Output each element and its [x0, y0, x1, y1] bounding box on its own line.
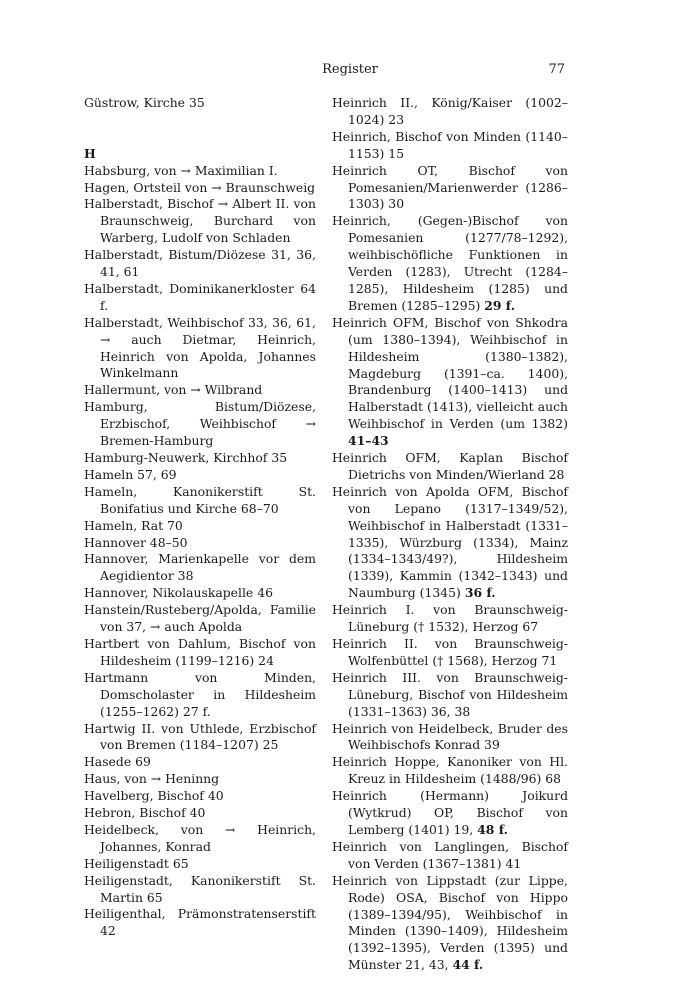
main-reference: 44 f.: [452, 957, 484, 973]
index-entry: Hallermunt, von → Wilbrand: [84, 382, 263, 398]
entry-text: Heinrich (Hermann) Joikurd (Wytkrud) OP, Bischof von Lemberg (1401) 19,: [332, 788, 568, 837]
index-entry: Halberstadt, Weihbischof 33, 36, 61, → auch Dietmar, Heinrich, Heinrich von Apolda, Johannes Winkelmann: [84, 314, 316, 381]
index-entry: [332, 873, 568, 974]
index-entry: Havelberg, Bischof 40: [84, 788, 224, 804]
index-entry: Heinrich I. von Braunschweig-Lüneburg († 1532), Herzog 67: [332, 602, 568, 635]
index-entry: Heinrich, Bischof von Minden (1140–1153) 15: [332, 128, 568, 161]
index-entry: Hannover 48–50: [84, 534, 188, 550]
index-entry: Hannover, Nikolauskapelle 46: [84, 585, 273, 601]
running-title: Register: [322, 62, 378, 77]
index-entry: Hameln, Kanonikerstift St. Bonifatius und Kirche 68–70: [84, 483, 316, 516]
index-entry: Heiligenthal, Prämonstratenserstift 42: [84, 906, 316, 939]
index-entry: Halberstadt, Bistum/Diözese 31, 36, 41, 61: [84, 247, 316, 280]
index-entry: Heinrich von Langlingen, Bischof von Verden (1367–1381) 41: [332, 838, 568, 871]
entry-text: Heinrich, (Gegen-)Bischof von Pomesanien (1277/78–1292), weihbischöfliche Funktionen in Verden (1283), Utrecht (1284–1285), Hildesheim (1285) und Bremen (1285–1295): [332, 213, 568, 313]
index-entry: Habsburg, von → Maximilian I.: [84, 162, 278, 178]
index-entry: Heiligenstadt, Kanonikerstift St. Martin 65: [84, 872, 316, 905]
index-entry: Hartmann von Minden, Domscholaster in Hildesheim (1255–1262) 27 f.: [84, 669, 316, 719]
index-entry: Halberstadt, Dominikanerkloster 64 f.: [84, 280, 316, 313]
index-entry: Hebron, Bischof 40: [84, 805, 206, 821]
index-entry: Hameln 57, 69: [84, 466, 177, 482]
index-column-left: [84, 95, 316, 940]
index-entry: Halberstadt, Bischof → Albert II. von Braunschweig, Burchard von Warberg, Ludolf von Schladen: [84, 196, 316, 246]
entry-text: Heinrich von Apolda OFM, Bischof von Lepano (1317–1349/52), Weihbischof in Halberstadt (1331–1335), Würzburg (1334), Mainz (1334–1343/49?), Hildesheim (1339), Kammin (1342–1343) und Naumburg (1345): [332, 483, 568, 601]
index-entry: Heinrich OFM, Kaplan Bischof Dietrichs von Minden/Wierland 28: [332, 450, 568, 482]
index-entry: Heinrich II., König/Kaiser (1002–1024) 23: [332, 95, 568, 127]
index-entry: Haus, von → Heninng: [84, 771, 220, 787]
index-entry: Hartbert von Dahlum, Bischof von Hildesheim (1199–1216) 24: [84, 635, 316, 668]
index-entry: Heinrich von Heidelbeck, Bruder des Weihbischofs Konrad 39: [332, 720, 568, 753]
index-entry: [332, 484, 568, 602]
index-entry: Hamburg, Bistum/Diözese, Erzbischof, Weihbischof → Bremen-Hamburg: [84, 399, 316, 449]
entry-text: Heinrich von Lippstadt (zur Lippe, Rode) OSA, Bischof von Hippo (1389–1394/95), Weihbischof in Minden (1390–1409), Hildesheim (1392–1395), Verden (1395) und Münster 21, 43,: [332, 872, 568, 973]
index-entry: Hagen, Ortsteil von → Braunschweig: [84, 179, 316, 195]
main-reference: 29 f.: [484, 297, 516, 313]
index-entry: [332, 213, 568, 314]
index-entry: Heinrich II. von Braunschweig-Wolfenbüttel († 1568), Herzog 71: [332, 636, 568, 668]
index-entry: Heinrich OT, Bischof von Pomesanien/Marienwerder (1286–1303) 30: [332, 162, 568, 212]
index-entry: Heiligenstadt 65: [84, 855, 189, 871]
index-entry: [332, 315, 568, 450]
index-entry: Hartwig II. von Uthlede, Erzbischof von Bremen (1184–1207) 25: [84, 720, 316, 753]
index-entry: Hanstein/Rusteberg/Apolda, Familie von 37, → auch Apolda: [84, 602, 316, 635]
index-entry: Heinrich Hoppe, Kanoniker von Hl. Kreuz in Hildesheim (1488/96) 68: [332, 754, 568, 787]
index-entry: Hasede 69: [84, 754, 151, 770]
index-entry: [332, 788, 568, 839]
index-column-right: [332, 95, 568, 974]
index-entry: Hannover, Marienkapelle vor dem Aegidientor 38: [84, 551, 316, 584]
main-reference: 36 f.: [464, 585, 496, 601]
index-entry: Hameln, Rat 70: [84, 517, 183, 533]
running-head: [0, 62, 700, 80]
index-entry: Heidelbeck, von → Heinrich, Johannes, Konrad: [84, 821, 316, 854]
page-number: 77: [548, 62, 565, 77]
main-reference: 48 f.: [477, 821, 508, 837]
section-letter-heading: H: [84, 145, 96, 161]
index-entry: Güstrow, Kirche 35: [84, 95, 205, 110]
index-entry: Heinrich III. von Braunschweig-Lüneburg, Bischof von Hildesheim (1331–1363) 36, 38: [332, 669, 568, 719]
entry-text: Heinrich OFM, Bischof von Shkodra (um 1380–1394), Weihbischof in Hildesheim (1380–1382), Magdeburg (1391–ca. 1400), Brandenburg (1400–1413) und Halberstadt (1413), vielleicht auch Weihbischof in Verden (um 1382): [332, 314, 568, 432]
index-entry: Hamburg-Neuwerk, Kirchhof 35: [84, 450, 288, 465]
main-reference: 41–43: [348, 433, 389, 449]
